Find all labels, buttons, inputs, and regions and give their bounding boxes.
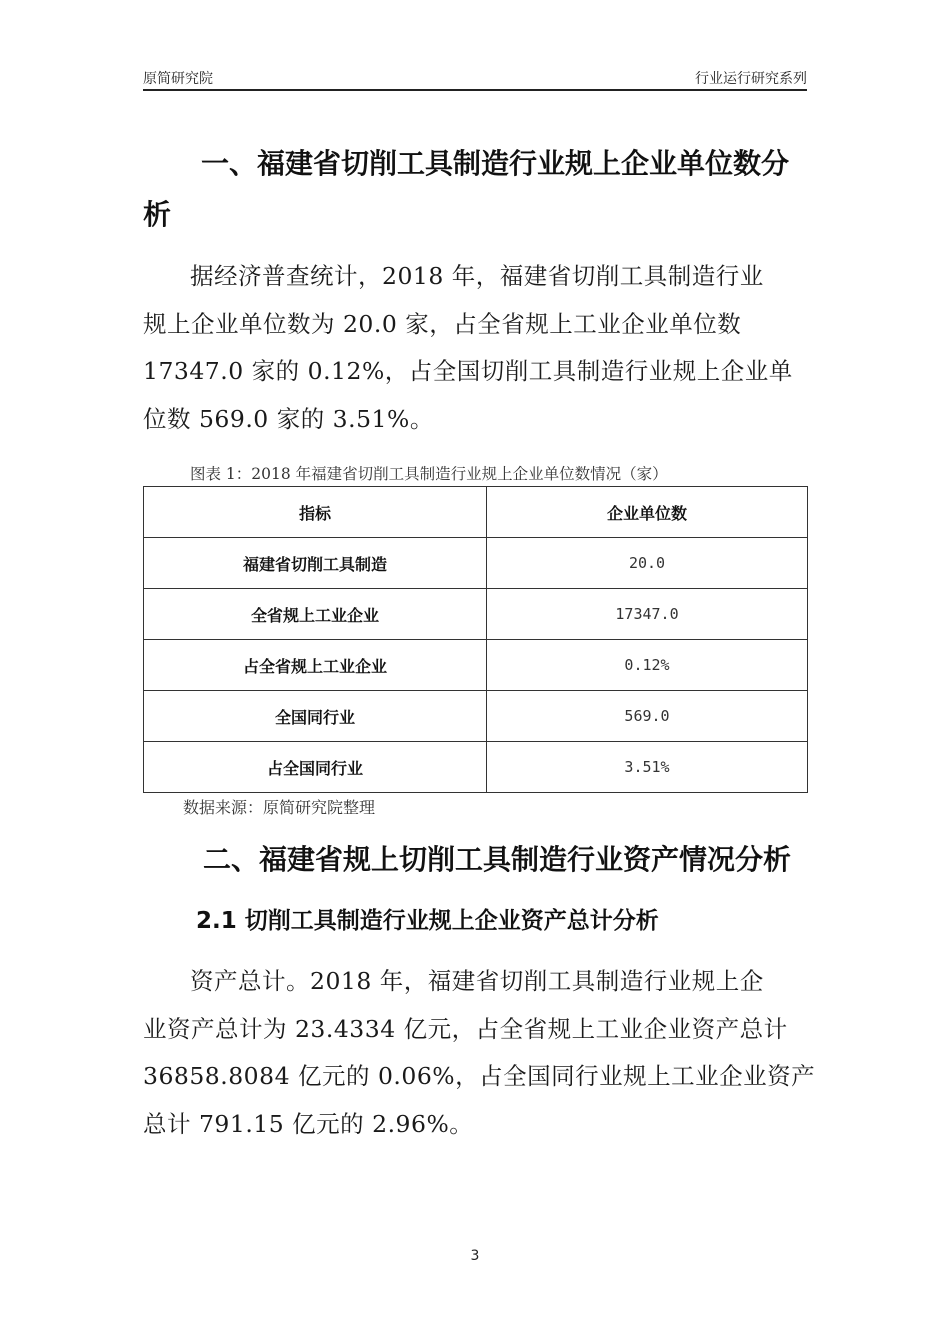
paragraph-line: 位数 569.0 家的 3.51%。 [143, 404, 434, 433]
row-value: 3.51% [487, 742, 808, 793]
header-series: 行业运行研究系列 [695, 71, 807, 87]
section1-heading [143, 138, 807, 240]
row-label: 占全省规上工业企业 [144, 640, 487, 691]
paragraph-line: 资产总计。2018 年，福建省切削工具制造行业规上企 [190, 967, 764, 995]
row-label: 全国同行业 [144, 691, 487, 742]
paragraph-line: 据经济普查统计，2018 年，福建省切削工具制造行业 [190, 262, 764, 290]
header-divider [143, 89, 807, 91]
table-source-note: 数据来源：原简研究院整理 [183, 798, 376, 817]
section1-heading-line2: 析 [143, 198, 172, 231]
paragraph-line: 17347.0 家的 0.12%，占全国切削工具制造行业规上企业单 [143, 357, 793, 385]
paragraph-line: 总计 791.15 亿元的 2.96%。 [143, 1109, 474, 1138]
column-header-count: 企业单位数 [487, 487, 808, 538]
section2-heading: 二、福建省规上切削工具制造行业资产情况分析 [203, 843, 792, 876]
row-value: 0.12% [487, 640, 808, 691]
table-caption: 图表 1：2018 年福建省切削工具制造行业规上企业单位数情况（家） [190, 465, 668, 483]
section2-paragraph [143, 958, 816, 1148]
table-row [144, 640, 808, 691]
row-value: 20.0 [487, 538, 808, 589]
enterprise-count-table [143, 486, 808, 793]
table-row [144, 589, 808, 640]
row-label: 占全国同行业 [144, 742, 487, 793]
section1-paragraph [143, 253, 807, 443]
row-label: 全省规上工业企业 [144, 589, 487, 640]
table-row [144, 691, 808, 742]
table-row [144, 742, 808, 793]
paragraph-line: 业资产总计为 23.4334 亿元，占全省规上工业企业资产总计 [143, 1014, 788, 1043]
header-publisher: 原简研究院 [143, 71, 213, 87]
page-header [143, 66, 807, 88]
column-header-indicator: 指标 [144, 487, 487, 538]
table-header-row [144, 487, 808, 538]
row-value: 569.0 [487, 691, 808, 742]
row-label: 福建省切削工具制造 [144, 538, 487, 589]
table-row [144, 538, 808, 589]
page-number: 3 [470, 1248, 480, 1264]
paragraph-line: 规上企业单位数为 20.0 家，占全省规上工业企业单位数 [143, 309, 742, 338]
paragraph-line: 36858.8084 亿元的 0.06%，占全国同行业规上工业企业资产 [143, 1062, 816, 1090]
section2-subheading: 2.1 切削工具制造行业规上企业资产总计分析 [196, 908, 659, 934]
row-value: 17347.0 [487, 589, 808, 640]
section1-heading-line1: 一、福建省切削工具制造行业规上企业单位数分 [201, 147, 790, 180]
